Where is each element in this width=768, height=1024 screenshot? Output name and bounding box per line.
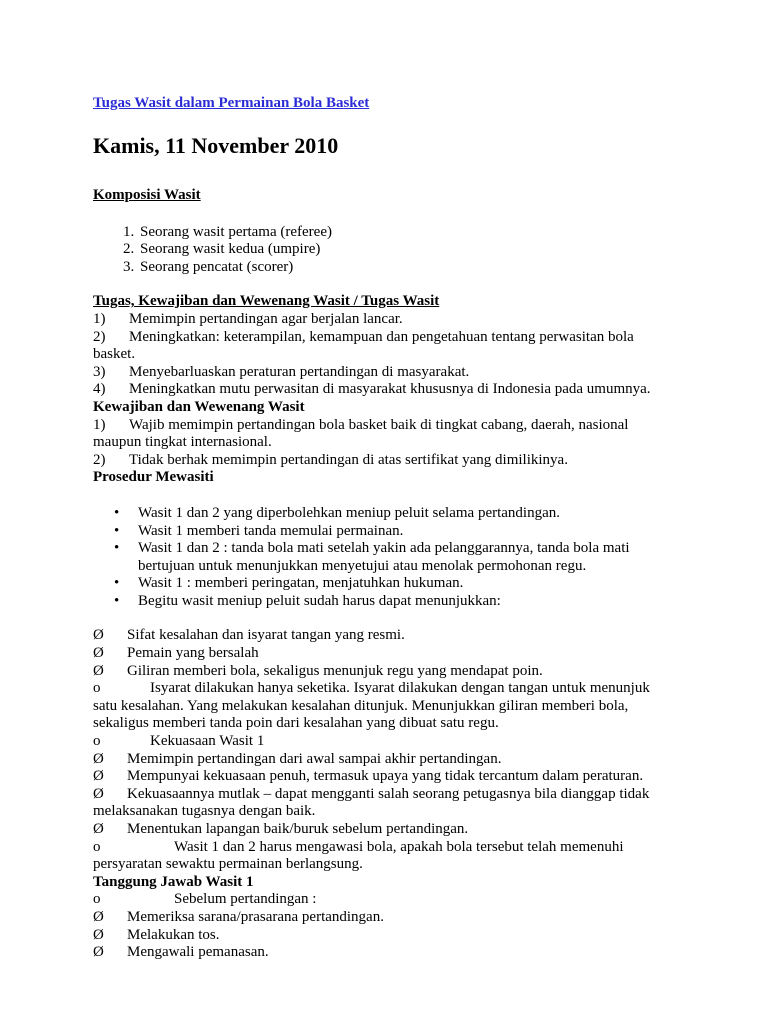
item-text: Menentukan lapangan baik/buruk sebelum pertandingan. xyxy=(127,821,469,837)
item-text: Meningkatkan: keterampilan, kemampuan dan pengetahuan tentang perwasitan bola basket. xyxy=(93,328,634,363)
item-number: 3) xyxy=(93,363,106,380)
phi-marker: Ø xyxy=(93,627,104,644)
kewajiban-item xyxy=(93,417,673,452)
phi-marker: Ø xyxy=(93,926,104,943)
o-item xyxy=(93,891,673,909)
phi-marker: Ø xyxy=(93,908,104,925)
tugas-item xyxy=(93,329,673,364)
post-title-link[interactable]: Tugas Wasit dalam Permainan Bola Basket xyxy=(93,95,370,111)
item-text: Kekuasaan Wasit 1 xyxy=(150,733,265,750)
kewajiban-heading: Kewajiban dan Wewenang Wasit xyxy=(93,398,305,415)
item-text: Sifat kesalahan dan isyarat tangan yang resmi. xyxy=(127,627,405,644)
o-item xyxy=(93,680,673,733)
prosedur-heading: Prosedur Mewasiti xyxy=(93,469,214,486)
phi-item xyxy=(93,944,673,962)
o-item xyxy=(93,733,673,751)
item-text: Kekuasaannya mutlak – dapat mengganti salah seorang petugasnya bila dianggap tidak melaksanakan tugasnya dengan baik. xyxy=(93,785,650,820)
list-item: 3. Seorang pencatat (scorer) xyxy=(138,259,673,277)
o-marker: o xyxy=(93,680,101,697)
phi-item xyxy=(93,627,673,645)
item-text: Memeriksa sarana/prasarana pertandingan. xyxy=(127,908,384,925)
item-text: Mempunyai kekuasaan penuh, termasuk upaya yang tidak tercantum dalam peraturan. xyxy=(127,768,644,785)
phi-item xyxy=(93,663,673,681)
list-item: 2. Seorang wasit kedua (umpire) xyxy=(138,241,673,259)
phi-item xyxy=(93,645,673,663)
phi-item xyxy=(93,821,673,839)
item-number: 4) xyxy=(93,381,106,398)
tanggung-heading: Tanggung Jawab Wasit 1 xyxy=(93,873,254,890)
phi-marker: Ø xyxy=(93,821,104,837)
item-text: Wasit 1 dan 2 harus mengawasi bola, apakah bola tersebut telah memenuhi persyaratan sewaktu permainan berlangsung. xyxy=(93,838,624,873)
item-number: 2) xyxy=(93,328,106,345)
tugas-item xyxy=(93,311,673,329)
tugas-item xyxy=(93,364,673,382)
bullet-item: • Wasit 1 : memberi peringatan, menjatuhkan hukuman. xyxy=(138,575,673,593)
o-marker: o xyxy=(93,891,101,908)
document-body xyxy=(93,93,673,962)
bullet-item: • Wasit 1 dan 2 yang diperbolehkan meniup peluit selama pertandingan. xyxy=(138,505,673,523)
phi-marker: Ø xyxy=(93,944,104,961)
item-text: Giliran memberi bola, sekaligus menunjuk regu yang mendapat poin. xyxy=(127,662,543,679)
item-number: 1) xyxy=(93,310,106,327)
item-text: Wajib memimpin pertandingan bola basket baik di tingkat cabang, daerah, nasional maupun tingkat internasional. xyxy=(93,416,629,451)
item-text: Meningkatkan mutu perwasitan di masyarakat khususnya di Indonesia pada umumnya. xyxy=(129,381,651,398)
item-number: 2) xyxy=(93,451,106,468)
item-text: Menyebarluaskan peraturan pertandingan di masyarakat. xyxy=(129,363,470,380)
komposisi-list xyxy=(93,224,673,277)
phi-marker: Ø xyxy=(93,768,104,785)
item-text: Memimpin pertandingan dari awal sampai akhir pertandingan. xyxy=(127,750,502,767)
bullet-item: • Wasit 1 memberi tanda memulai permainan. xyxy=(138,523,673,541)
komposisi-heading: Komposisi Wasit xyxy=(93,187,201,203)
item-text: Memimpin pertandingan agar berjalan lancar. xyxy=(129,310,403,327)
phi-marker: Ø xyxy=(93,645,104,662)
item-text: Tidak berhak memimpin pertandingan di atas sertifikat yang dimilikinya. xyxy=(129,451,568,468)
phi-marker: Ø xyxy=(93,785,104,802)
bullet-item: • Begitu wasit meniup peluit sudah harus dapat menunjukkan: xyxy=(138,593,673,611)
item-text: Mengawali pemanasan. xyxy=(127,944,269,961)
phi-item xyxy=(93,927,673,945)
o-marker: o xyxy=(93,838,101,855)
phi-item xyxy=(93,909,673,927)
tugas-item xyxy=(93,381,673,399)
kewajiban-item xyxy=(93,452,673,470)
phi-marker: Ø xyxy=(93,750,104,767)
item-text: Melakukan tos. xyxy=(127,926,220,943)
prosedur-list xyxy=(93,505,673,611)
bullet-item: • Wasit 1 dan 2 : tanda bola mati setelah yakin ada pelanggarannya, tanda bola mati bertujuan untuk menunjukkan menyetujui atau menolak permohonan regu. xyxy=(138,540,673,575)
tugas-heading: Tugas, Kewajiban dan Wewenang Wasit / Tugas Wasit xyxy=(93,293,440,310)
phi-marker: Ø xyxy=(93,662,104,679)
date-heading: Kamis, 11 November 2010 xyxy=(93,133,339,158)
phi-item xyxy=(93,751,673,769)
item-text: Pemain yang bersalah xyxy=(127,645,259,662)
list-item: 1. Seorang wasit pertama (referee) xyxy=(138,224,673,242)
item-number: 1) xyxy=(93,416,106,433)
item-text: Sebelum pertandingan : xyxy=(174,891,317,908)
item-text: Isyarat dilakukan hanya seketika. Isyarat dilakukan dengan tangan untuk menunjuk satu kesalahan. Yang melakukan kesalahan ditunjuk. Menunjukkan giliran memberi bola, sekaligus memberi tanda poin dari kesalahan yang dibuat satu regu. xyxy=(93,680,650,732)
phi-item xyxy=(93,786,673,821)
tunjuk-block xyxy=(93,627,673,961)
o-item xyxy=(93,839,673,874)
o-marker: o xyxy=(93,733,101,750)
phi-item xyxy=(93,768,673,786)
